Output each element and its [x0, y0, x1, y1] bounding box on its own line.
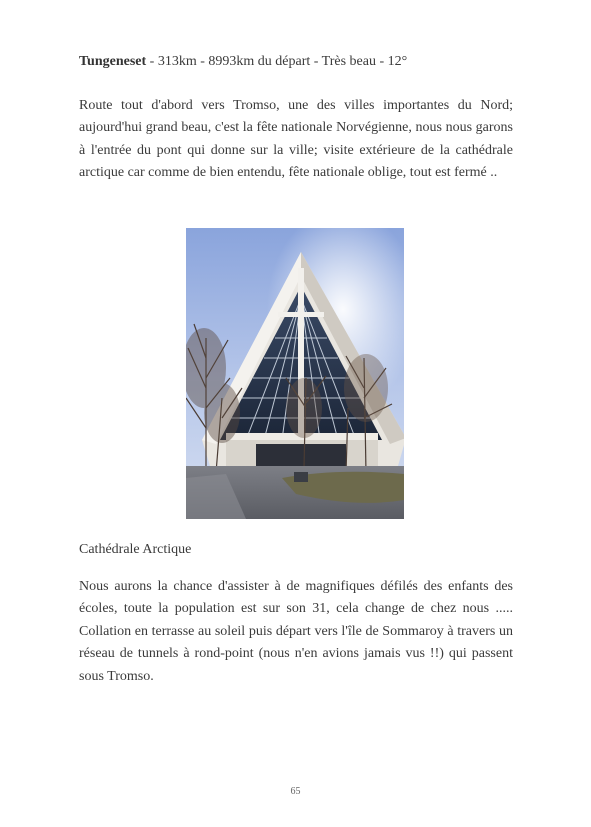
page-number: 65 — [290, 786, 301, 797]
cathedral-photo — [186, 228, 404, 519]
heading-place: Tungeneset — [79, 54, 147, 69]
day-heading — [79, 53, 519, 71]
photo-caption: Cathédrale Arctique — [79, 542, 192, 557]
intro-paragraph: Route tout d'abord vers Tromso, une des villes importantes du Nord; aujourd'hui grand beau, c'est la fête nationale Norvégienne, nous nous garons à l'entrée du pont qui donne sur la ville; visite extérieure de la cathédrale arctique car comme de bien entendu, fête nationale oblige, tout est fermé .. — [79, 98, 513, 181]
heading-details: - 313km - 8993km du départ - Très beau - 12° — [146, 54, 408, 69]
second-paragraph: Nous aurons la chance d'assister à de magnifiques défilés des enfants des écoles, toute la population est sur son 31, cela change de chez nous ..... Collation en terrasse au soleil puis départ vers l'île de Sommaroy à travers un réseau de tunnels à rond-point (nous n'en avions jamais vus !!) qui passent sous Tromso. — [79, 579, 513, 684]
